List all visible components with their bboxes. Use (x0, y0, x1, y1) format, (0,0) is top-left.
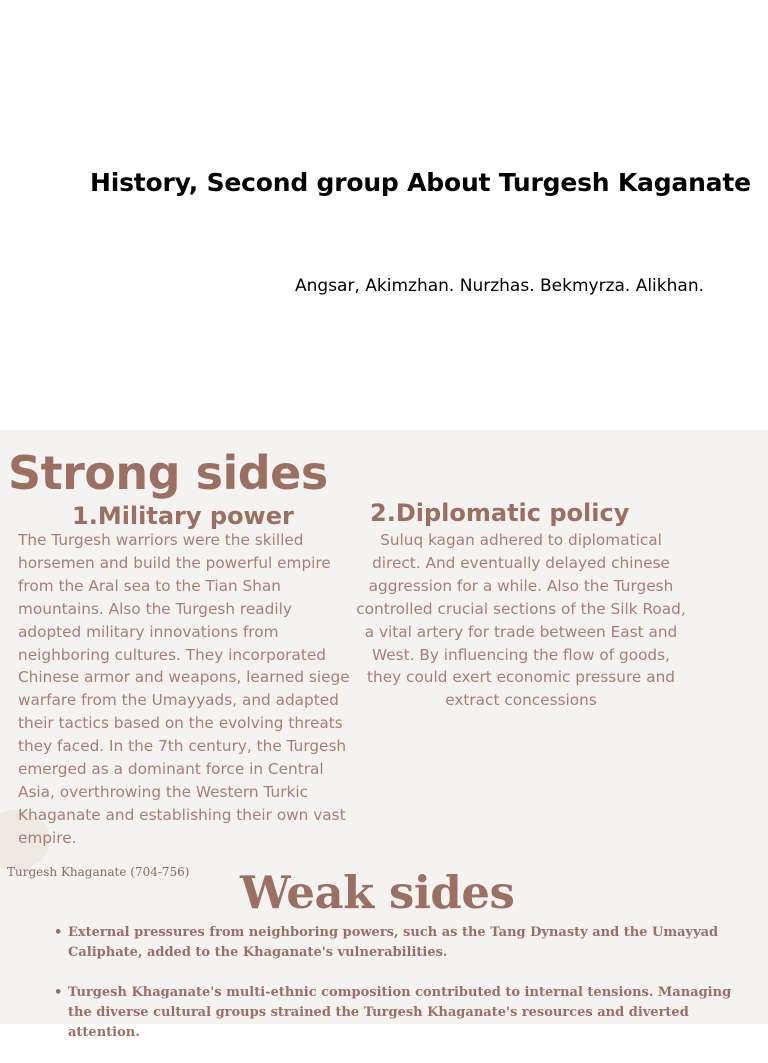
content-slide (0, 430, 768, 1040)
list-item (52, 983, 732, 1043)
authors-line: Angsar, Akimzhan. Nurzhas. Bekmyrza. Alikhan. (295, 276, 704, 296)
presentation-title: History, Second group About Turgesh Kaganate (90, 168, 751, 197)
weak-item-text: Turgesh Khaganate's multi-ethnic composition contributed to internal tensions. Managing the diverse cultural groups strained the Turgesh Khaganate's resources and diverted attention. (68, 985, 732, 1040)
bullet-icon: • (54, 925, 63, 940)
image-caption: Turgesh Khaganate (704-756) (7, 865, 190, 879)
list-item (52, 923, 732, 963)
military-power-text: The Turgesh warriors were the skilled horsemen and build the powerful empire from the Aral sea to the Tian Shan mountains. Also the Turgesh readily adopted military innovations from neighboring cultures. They incorporated Chinese armor and weapons, learned siege warfare from the Umayyads, and adapted their tactics based on the evolving threats they faced. In the 7th century, the Turgesh emerged as a dominant force in Central Asia, overthrowing the Western Turkic Khaganate and establishing their own vast empire. (18, 531, 350, 847)
diplomatic-policy-text: Suluq kagan adhered to diplomatical direct. And eventually delayed chinese aggression for a while. Also the Turgesh controlled crucial sections of the Silk Road, a vital artery for trade between East and West. By influencing the flow of goods, they could exert economic pressure and extract concessions (356, 531, 686, 710)
bullet-icon: • (54, 985, 63, 1000)
weak-item-text: External pressures from neighboring powers, such as the Tang Dynasty and the Umayyad Caliphate, added to the Khaganate's vulnerabilities. (68, 925, 719, 960)
weak-sides-list (52, 923, 732, 1063)
diplomatic-policy-heading: 2.Diplomatic policy (370, 499, 630, 527)
military-power-heading: 1.Military power (72, 502, 294, 530)
weak-sides-heading: Weak sides (240, 866, 515, 919)
title-slide (0, 0, 768, 430)
strong-sides-heading: Strong sides (8, 446, 328, 500)
